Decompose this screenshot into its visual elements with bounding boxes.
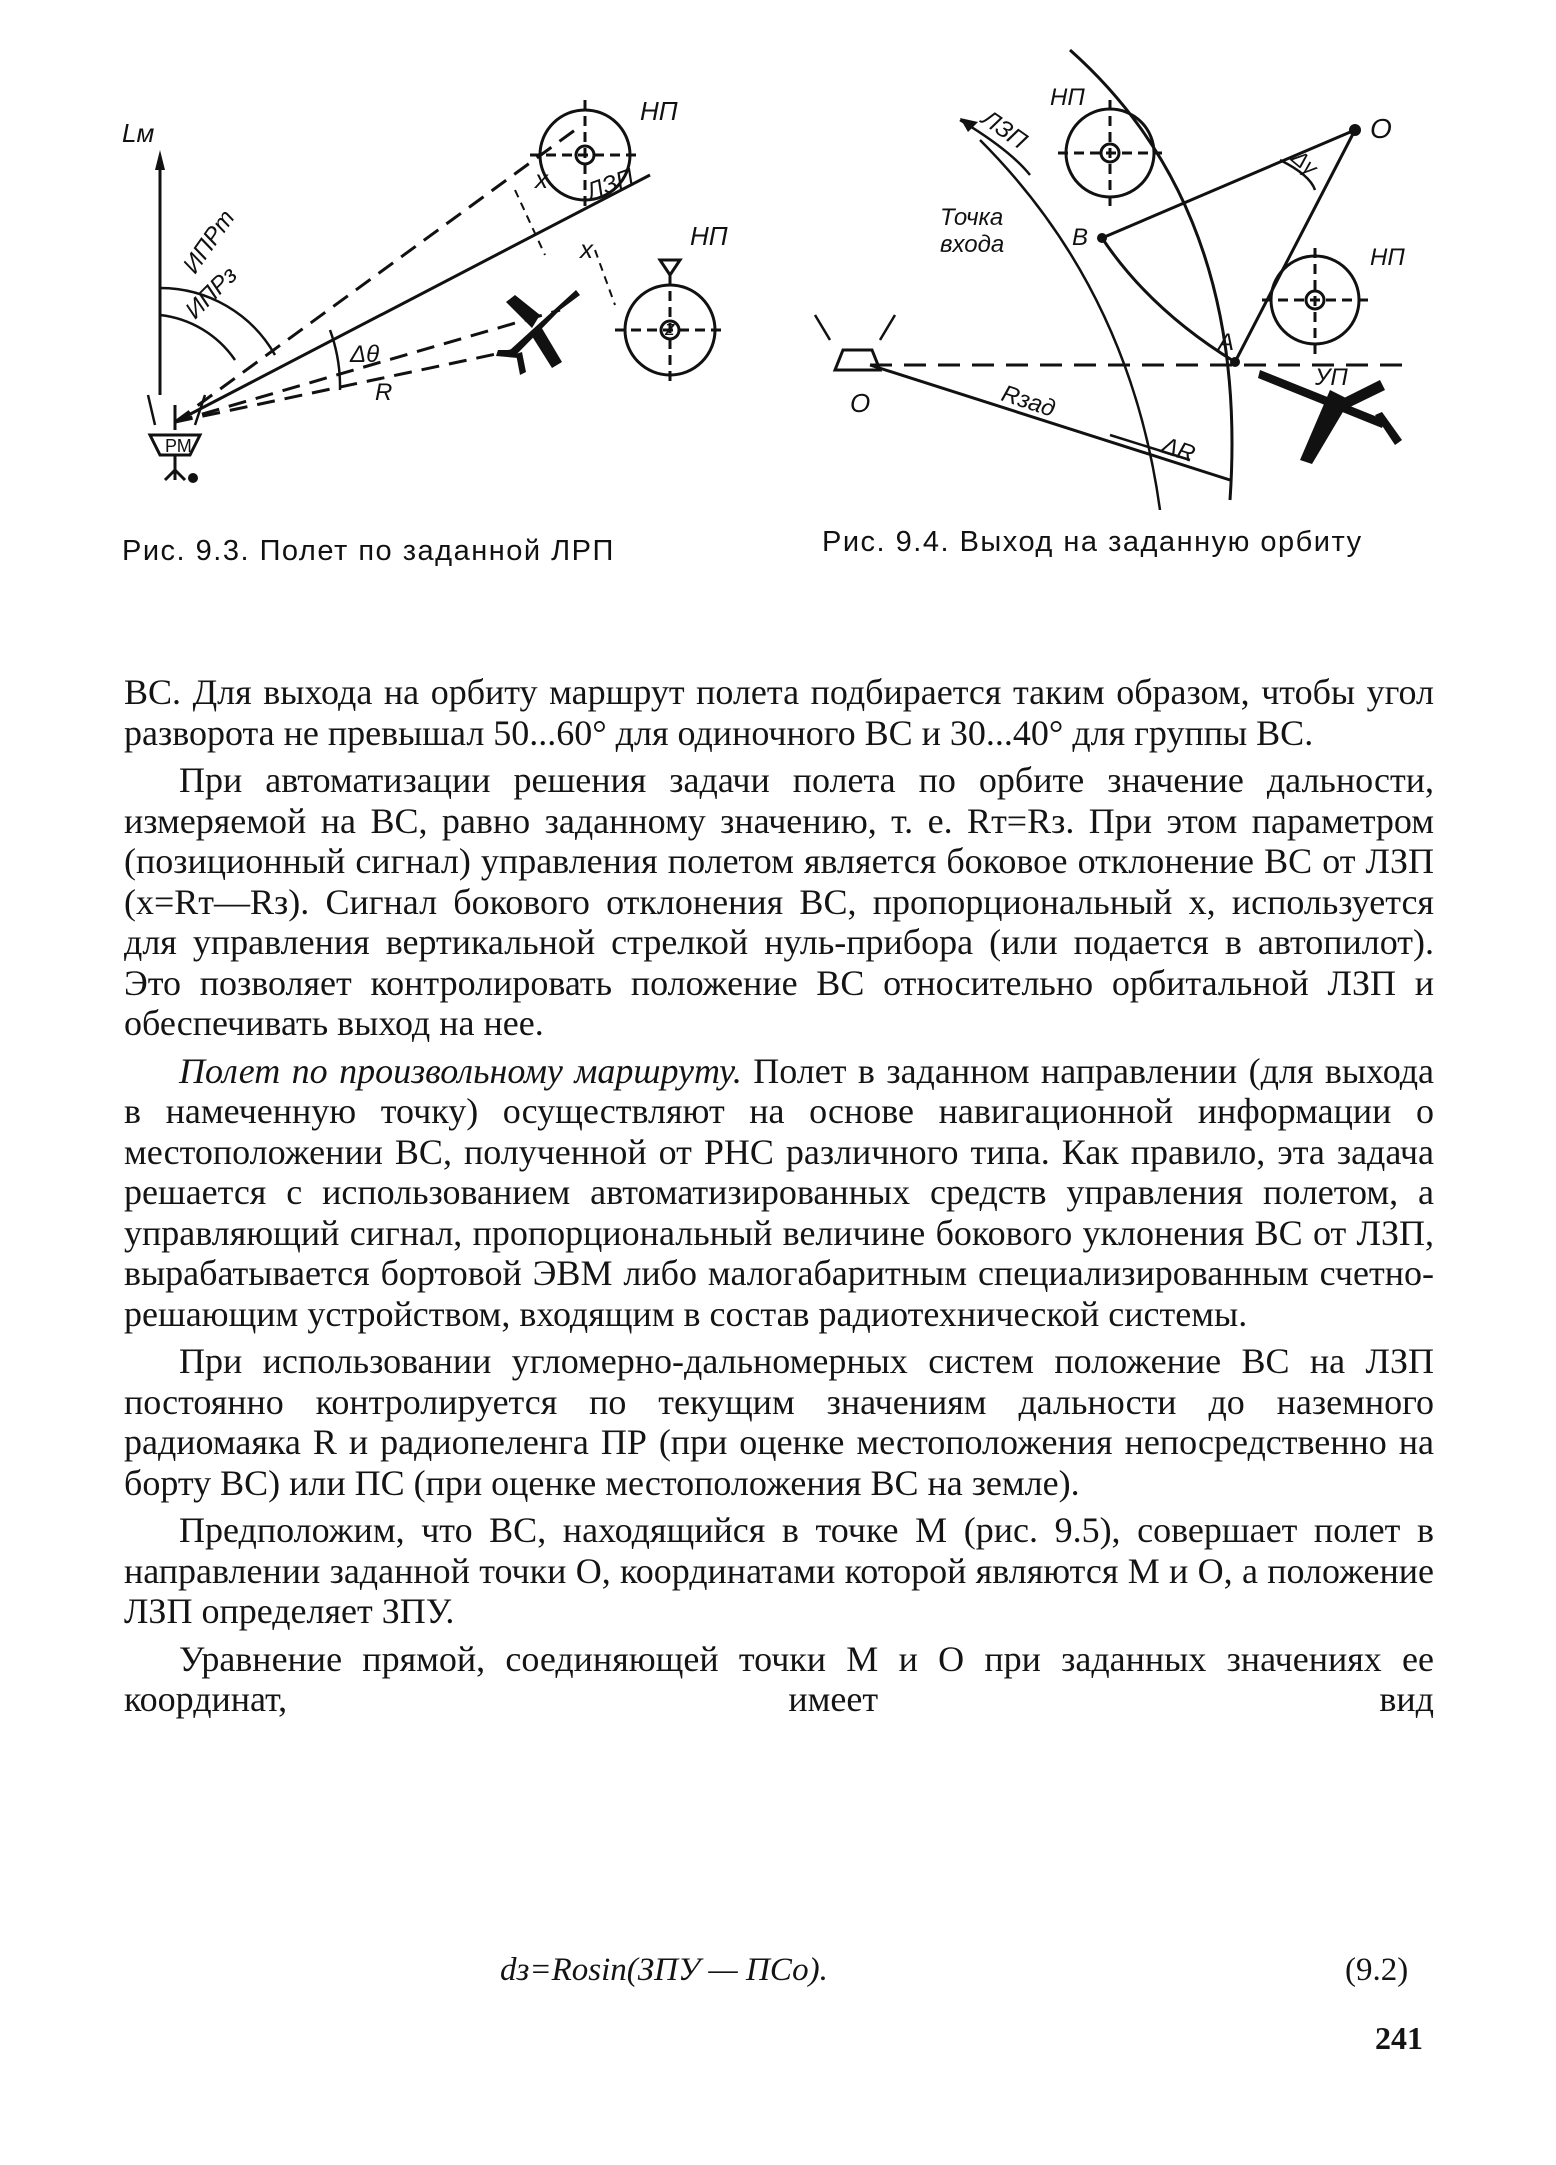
paragraph-3-lead: Полет по произвольному маршруту.: [179, 1050, 742, 1091]
equation-number: (9.2): [1345, 1952, 1409, 1988]
paragraph-3: [124, 1051, 1434, 1335]
body-text: [124, 672, 1434, 1727]
label-lzp: ЛЗП: [976, 104, 1032, 155]
label-b: В: [1072, 224, 1089, 251]
figure-9-3-caption: Рис. 9.3. Полет по заданной ЛРП: [122, 535, 615, 567]
label-delta-theta: Δθ: [350, 341, 380, 368]
label-o-left: O: [850, 388, 871, 418]
label-lzp: ЛЗП: [582, 163, 638, 206]
figure-9-4: [810, 40, 1450, 510]
paragraph-2: При автоматизации решения задачи полета по орбите значение дальности, измеряемой на ВС, равно заданному значению, т. е. Rт=Rз. При этом параметром (позиционный сигнал) управления полетом является боковое отклонение ВС от ЛЗП (x=Rт—Rз). Сигнал бокового отклонения ВС, пропорциональный x, используется для управления вертикальной стрелкой нуль-прибора (или подается в автопилот). Это позволяет контролировать положение ВС относительно орбитальной ЛЗП и обеспечивать выход на нее.: [124, 760, 1434, 1043]
label-x-mid: x: [580, 234, 593, 264]
figure-9-3-drawing: [120, 50, 760, 500]
label-entry-point: Точка: [940, 204, 1004, 231]
figure-9-4-drawing: [810, 40, 1450, 510]
label-a: А: [1218, 329, 1235, 356]
paragraph-6: Уравнение прямой, соединяющей точки M и O при заданных значениях ее координат, имеет вид: [124, 1638, 1434, 1719]
aircraft-icon: [496, 290, 580, 375]
label-ipr-z: ИПРз: [180, 261, 243, 325]
label-np-right: НП: [690, 221, 728, 251]
label-delta-r: ΔR: [1158, 432, 1199, 469]
label-np-top: НП: [1050, 84, 1085, 111]
paragraph-4: При использовании угломерно-дальномерных систем положение ВС на ЛЗП постоянно контролируется по текущим значениям дальности до наземного радиомаяка R и радиопеленга ПР (при оценке местоположения непосредственно на борту ВС) или ПС (при оценке местоположения ВС на земле).: [124, 1341, 1434, 1503]
label-r: R: [375, 379, 393, 406]
label-lm: Lм: [122, 118, 155, 148]
label-ipr-t: ИПРт: [177, 205, 241, 279]
label-z: z: [665, 318, 675, 340]
label-entry-point-2: входа: [940, 231, 1005, 258]
page-number: 241: [1375, 2020, 1423, 2056]
figure-9-3: [120, 50, 760, 500]
label-delta-gamma: Δγ: [1286, 144, 1323, 181]
label-r-zad: Rзад: [998, 380, 1059, 423]
label-np-right: НП: [1370, 244, 1405, 271]
paragraph-1: ВС. Для выхода на орбиту маршрут полета подбирается таким образом, чтобы угол разворота не превышал 50...60° для одиночного ВС и 30...40° для группы ВС.: [124, 672, 1434, 753]
label-np-top: НП: [640, 96, 678, 126]
label-x-top: x: [535, 164, 548, 194]
formula: dз=Rosin(ЗПУ — ПСо).: [500, 1952, 828, 1988]
paragraph-5: Предположим, что ВС, находящийся в точке M (рис. 9.5), совершает полет в направлении заданной точки O, координатами которой являются M и O, а положение ЛЗП определяет ЗПУ.: [124, 1510, 1434, 1631]
label-rm: РМ: [165, 436, 192, 456]
figure-9-4-caption: Рис. 9.4. Выход на заданную орбиту: [822, 526, 1363, 558]
label-o-right: O: [1370, 113, 1392, 144]
label-up: УП: [1315, 364, 1348, 391]
paragraph-3-body: Полет в заданном направлении (для выхода в намеченную точку) осуществляют на основе навигационной информации о местоположении ВС, полученной от РНС различного типа. Как правило, эта задача решается с использованием автоматизированных средств управления полетом, а управляющий сигнал, пропорциональный величине бокового уклонения ВС от ЛЗП, вырабатывается бортовой ЭВМ либо малогабаритным специализированным счетно-решающим устройством, входящим в состав радиотехнической системы.: [124, 1050, 1434, 1334]
